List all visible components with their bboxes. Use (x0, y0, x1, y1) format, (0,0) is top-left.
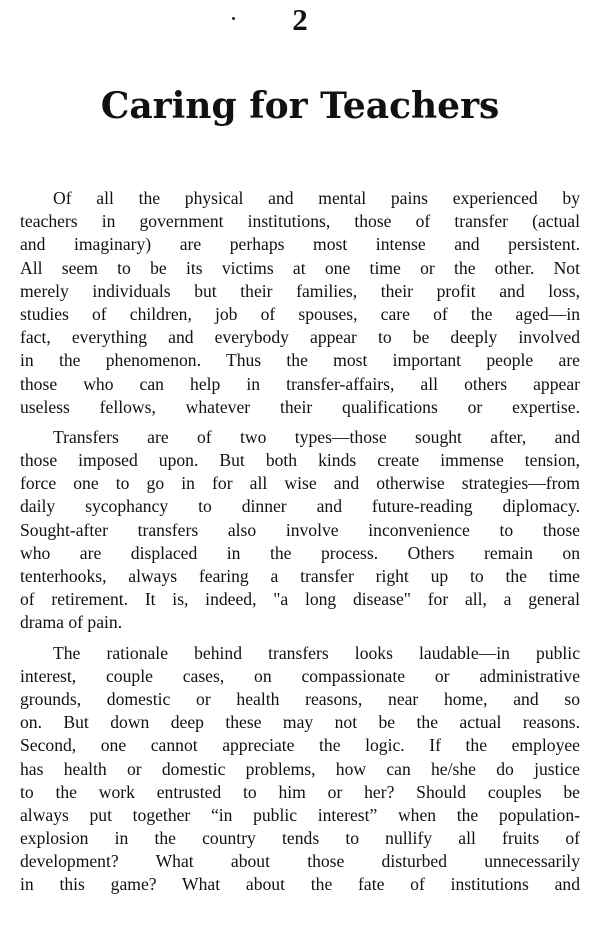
text-line: in the phenomenon. Thus the most important people are (20, 350, 580, 371)
text-line: has health or domestic problems, how can he/she do justice (20, 758, 580, 779)
text-line: Sought-after transfers also involve inconvenience to those (20, 519, 580, 540)
paragraph-3 (20, 642, 580, 897)
text-line: in this game? What about the fate of institutions and (20, 874, 580, 895)
text-line: fact, everything and everybody appear to be deeply involved (20, 327, 580, 348)
paragraph-2 (20, 426, 580, 635)
text-line: those who can help in transfer-affairs, all others appear (20, 373, 580, 394)
text-line: Of all the physical and mental pains experienced by (53, 188, 580, 208)
text-line: always put together “in public interest” when the population- (20, 804, 580, 825)
text-line: Second, one cannot appreciate the logic. If the employee (20, 735, 580, 756)
text-line: of retirement. It is, indeed, "a long disease" for all, a general (20, 589, 580, 610)
text-line: interest, couple cases, on compassionate or administrative (20, 665, 580, 686)
text-line: development? What about those disturbed unnecessarily (20, 851, 580, 872)
chapter-body (20, 187, 580, 904)
text-line: merely individuals but their families, their profit and loss, (20, 280, 580, 301)
chapter-number: 2 (292, 2, 308, 37)
chapter-title: Caring for Teachers (100, 85, 500, 127)
paragraph-1 (20, 187, 580, 419)
text-line: those imposed upon. But both kinds create immense tension, (20, 450, 580, 471)
text-line: All seem to be its victims at one time or the other. Not (20, 257, 580, 278)
text-line: tenterhooks, always fearing a transfer right up to the time (20, 566, 580, 586)
speck-mark (232, 17, 235, 20)
text-line: useless fellows, whatever their qualifications or expertise. (20, 396, 580, 417)
text-line: Transfers are of two types—those sought after, and (53, 426, 580, 447)
text-line: grounds, domestic or health reasons, near home, and so (20, 688, 580, 709)
text-line: explosion in the country tends to nullify all fruits of (20, 828, 580, 849)
text-line: on. But down deep these may not be the actual reasons. (20, 712, 580, 733)
text-line: studies of children, job of spouses, care of the aged—in (20, 303, 580, 324)
text-line: The rationale behind transfers looks laudable—in public (53, 642, 580, 663)
text-line: force one to go in for all wise and otherwise strategies—from (20, 473, 580, 494)
text-line: and imaginary) are perhaps most intense and persistent. (20, 234, 580, 255)
text-line: daily sycophancy to dinner and future-reading diplomacy. (20, 496, 580, 517)
text-line: teachers in government institutions, those of transfer (actual (20, 211, 580, 232)
text-line: to the work entrusted to him or her? Should couples be (20, 781, 580, 802)
text-line: drama of pain. (20, 612, 123, 633)
text-line: who are displaced in the process. Others remain on (20, 542, 580, 563)
